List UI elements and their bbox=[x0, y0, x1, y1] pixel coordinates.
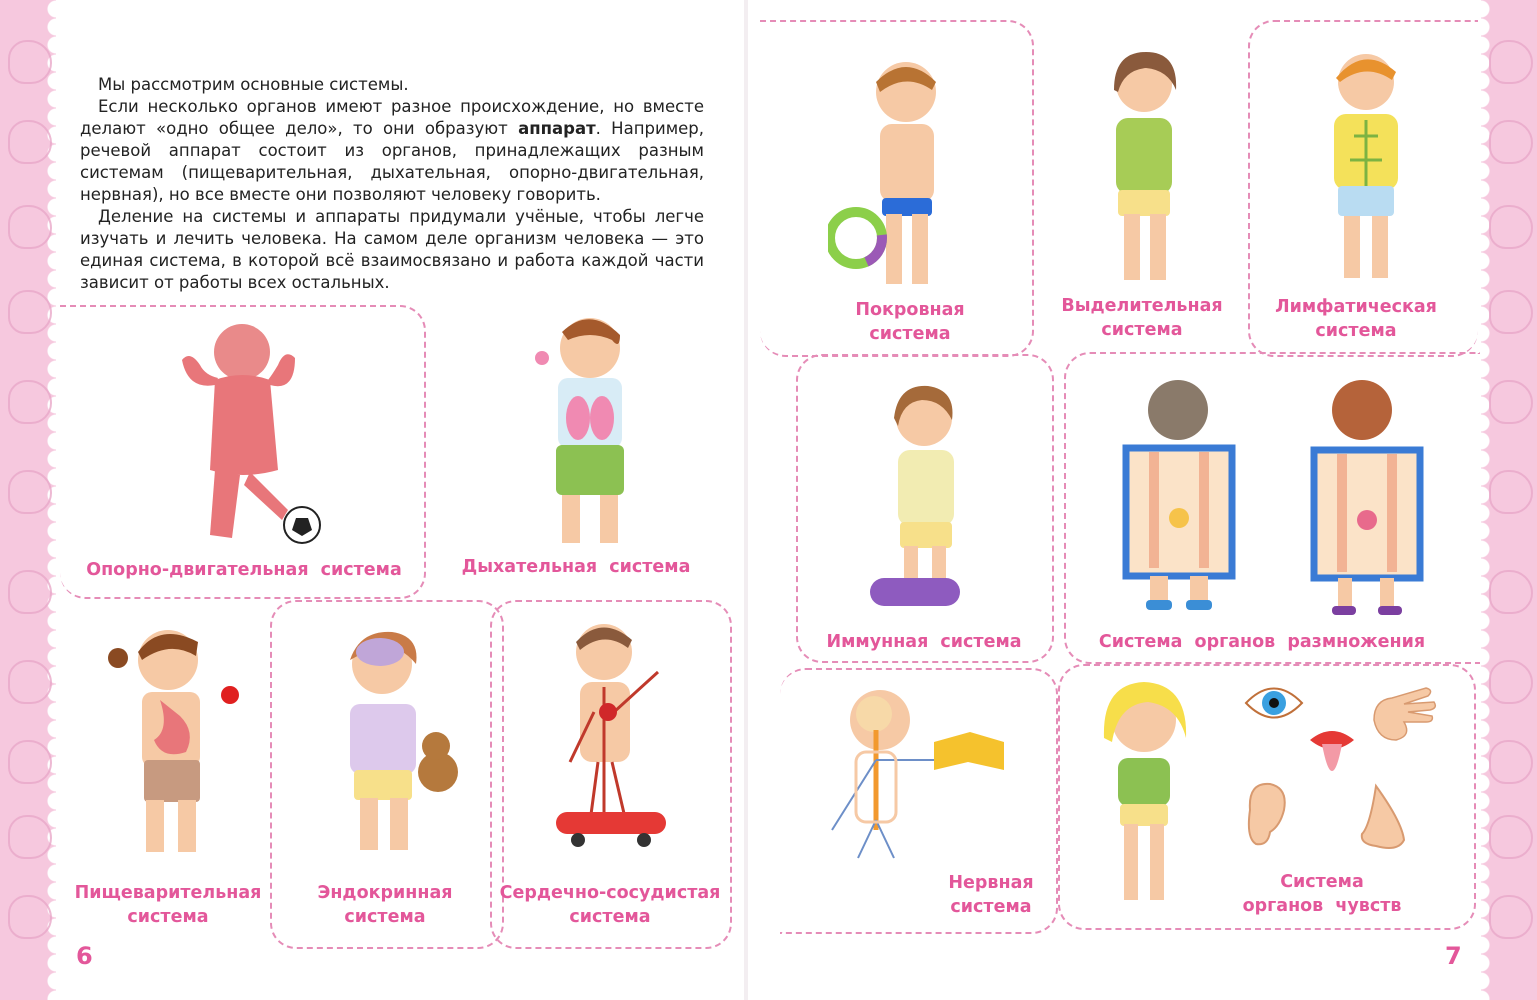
label-senses-line1: Система bbox=[1280, 872, 1364, 892]
intro-paragraph-2 bbox=[80, 96, 704, 206]
page-gutter bbox=[744, 0, 748, 1000]
stomach-outline-icon bbox=[1489, 205, 1533, 249]
label-senses-line2: органов чувств bbox=[1242, 896, 1402, 916]
intestine-outline-icon bbox=[8, 470, 52, 514]
lymphatic-boy-illustration bbox=[1310, 40, 1450, 290]
label-integumentary-line2: система bbox=[869, 324, 951, 344]
cardiovascular-boy-illustration bbox=[540, 612, 690, 862]
reproductive-girl-illustration bbox=[1292, 368, 1432, 623]
label-integumentary bbox=[830, 298, 990, 346]
brain-outline-icon bbox=[1489, 740, 1533, 784]
page-number-left: 6 bbox=[76, 942, 93, 970]
label-respiratory: Дыхательная система bbox=[461, 557, 691, 577]
right-decorative-margin bbox=[1481, 0, 1537, 1000]
nose-icon bbox=[1354, 782, 1410, 854]
label-cardiovascular-line1: Сердечно-сосудистая bbox=[499, 883, 721, 903]
label-musculoskeletal: Опорно-двигательная система bbox=[86, 560, 402, 580]
lips-outline-icon bbox=[8, 815, 52, 859]
senses-girl-illustration bbox=[1092, 672, 1222, 912]
label-nervous-line2: система bbox=[950, 897, 1032, 917]
intro-text bbox=[80, 74, 704, 294]
mouth-tongue-icon bbox=[1308, 724, 1356, 792]
label-endocrine bbox=[290, 881, 480, 929]
brain-outline-icon bbox=[8, 740, 52, 784]
immune-girl-illustration bbox=[858, 378, 978, 613]
label-digestive-line2: система bbox=[127, 907, 209, 927]
heart-outline-icon bbox=[1489, 40, 1533, 84]
page-number-right: 7 bbox=[1445, 942, 1462, 970]
label-excretory-line2: система bbox=[1101, 320, 1183, 340]
label-nervous bbox=[936, 871, 1046, 919]
intro-paragraph-1: Мы рассмотрим основные системы. bbox=[98, 75, 409, 94]
reproductive-boy-illustration bbox=[1114, 368, 1244, 623]
respiratory-boy-illustration bbox=[520, 310, 640, 555]
label-lymphatic-line1: Лимфатическая bbox=[1275, 297, 1437, 317]
intro-p2-end: . Например, речевой аппарат состоит из органов, принадлежащих разным системам (пищеварительная, дыхательная, опорно-двигательная, нервная), но все вместе они позволяют человеку говорить. bbox=[80, 119, 705, 204]
label-senses bbox=[1232, 870, 1412, 918]
label-lymphatic-line2: система bbox=[1315, 321, 1397, 341]
excretory-girl-illustration bbox=[1090, 44, 1200, 289]
integumentary-boy-illustration bbox=[828, 48, 988, 293]
label-digestive-line1: Пищеварительная bbox=[74, 883, 262, 903]
label-reproductive: Система органов размножения bbox=[1098, 632, 1426, 652]
label-digestive bbox=[70, 881, 266, 929]
stomach-outline-icon bbox=[8, 205, 52, 249]
label-cardiovascular bbox=[496, 881, 724, 929]
label-excretory-line1: Выделительная bbox=[1061, 296, 1223, 316]
ear-outline-icon bbox=[1489, 660, 1533, 704]
nervous-boy-illustration bbox=[818, 680, 1018, 860]
muscular-boy-illustration bbox=[170, 320, 340, 550]
spine-outline-icon bbox=[8, 895, 52, 939]
uterus-outline-icon bbox=[8, 570, 52, 614]
lips-outline-icon bbox=[1489, 815, 1533, 859]
heart-outline-icon bbox=[8, 40, 52, 84]
eye-icon bbox=[1244, 680, 1304, 726]
left-decorative-margin bbox=[0, 0, 56, 1000]
tooth-outline-icon bbox=[8, 380, 52, 424]
kidney-outline-icon bbox=[1489, 290, 1533, 334]
label-cardiovascular-line2: система bbox=[569, 907, 651, 927]
label-lymphatic bbox=[1270, 295, 1442, 343]
tooth-outline-icon bbox=[1489, 380, 1533, 424]
lungs-outline-icon bbox=[8, 120, 52, 164]
intro-p2-start: Если несколько органов имеют разное происхождение, но вместе делают «одно общее дело», то они образуют bbox=[80, 97, 704, 138]
uterus-outline-icon bbox=[1489, 570, 1533, 614]
label-excretory bbox=[1060, 294, 1224, 342]
ear-outline-icon bbox=[8, 660, 52, 704]
label-endocrine-line1: Эндокринная bbox=[317, 883, 453, 903]
kidney-outline-icon bbox=[8, 290, 52, 334]
intro-paragraph-3: Деление на системы и аппараты придумали учёные, чтобы легче изучать и лечить человека. На самом деле организм человека — это единая система, в которой всё взаимосвязано и работа каждой части зависит от работы всех остальных. bbox=[80, 207, 704, 292]
label-endocrine-line2: система bbox=[344, 907, 426, 927]
hand-icon bbox=[1368, 680, 1440, 746]
intestine-outline-icon bbox=[1489, 470, 1533, 514]
spine-outline-icon bbox=[1489, 895, 1533, 939]
digestive-girl-illustration bbox=[100, 620, 250, 865]
label-integumentary-line1: Покровная bbox=[855, 300, 965, 320]
lungs-outline-icon bbox=[1489, 120, 1533, 164]
label-immune: Иммунная система bbox=[826, 632, 1022, 652]
term-apparatus: аппарат bbox=[518, 119, 596, 138]
ear-icon bbox=[1240, 780, 1290, 850]
label-nervous-line1: Нервная bbox=[948, 873, 1034, 893]
endocrine-girl-illustration bbox=[320, 622, 470, 862]
